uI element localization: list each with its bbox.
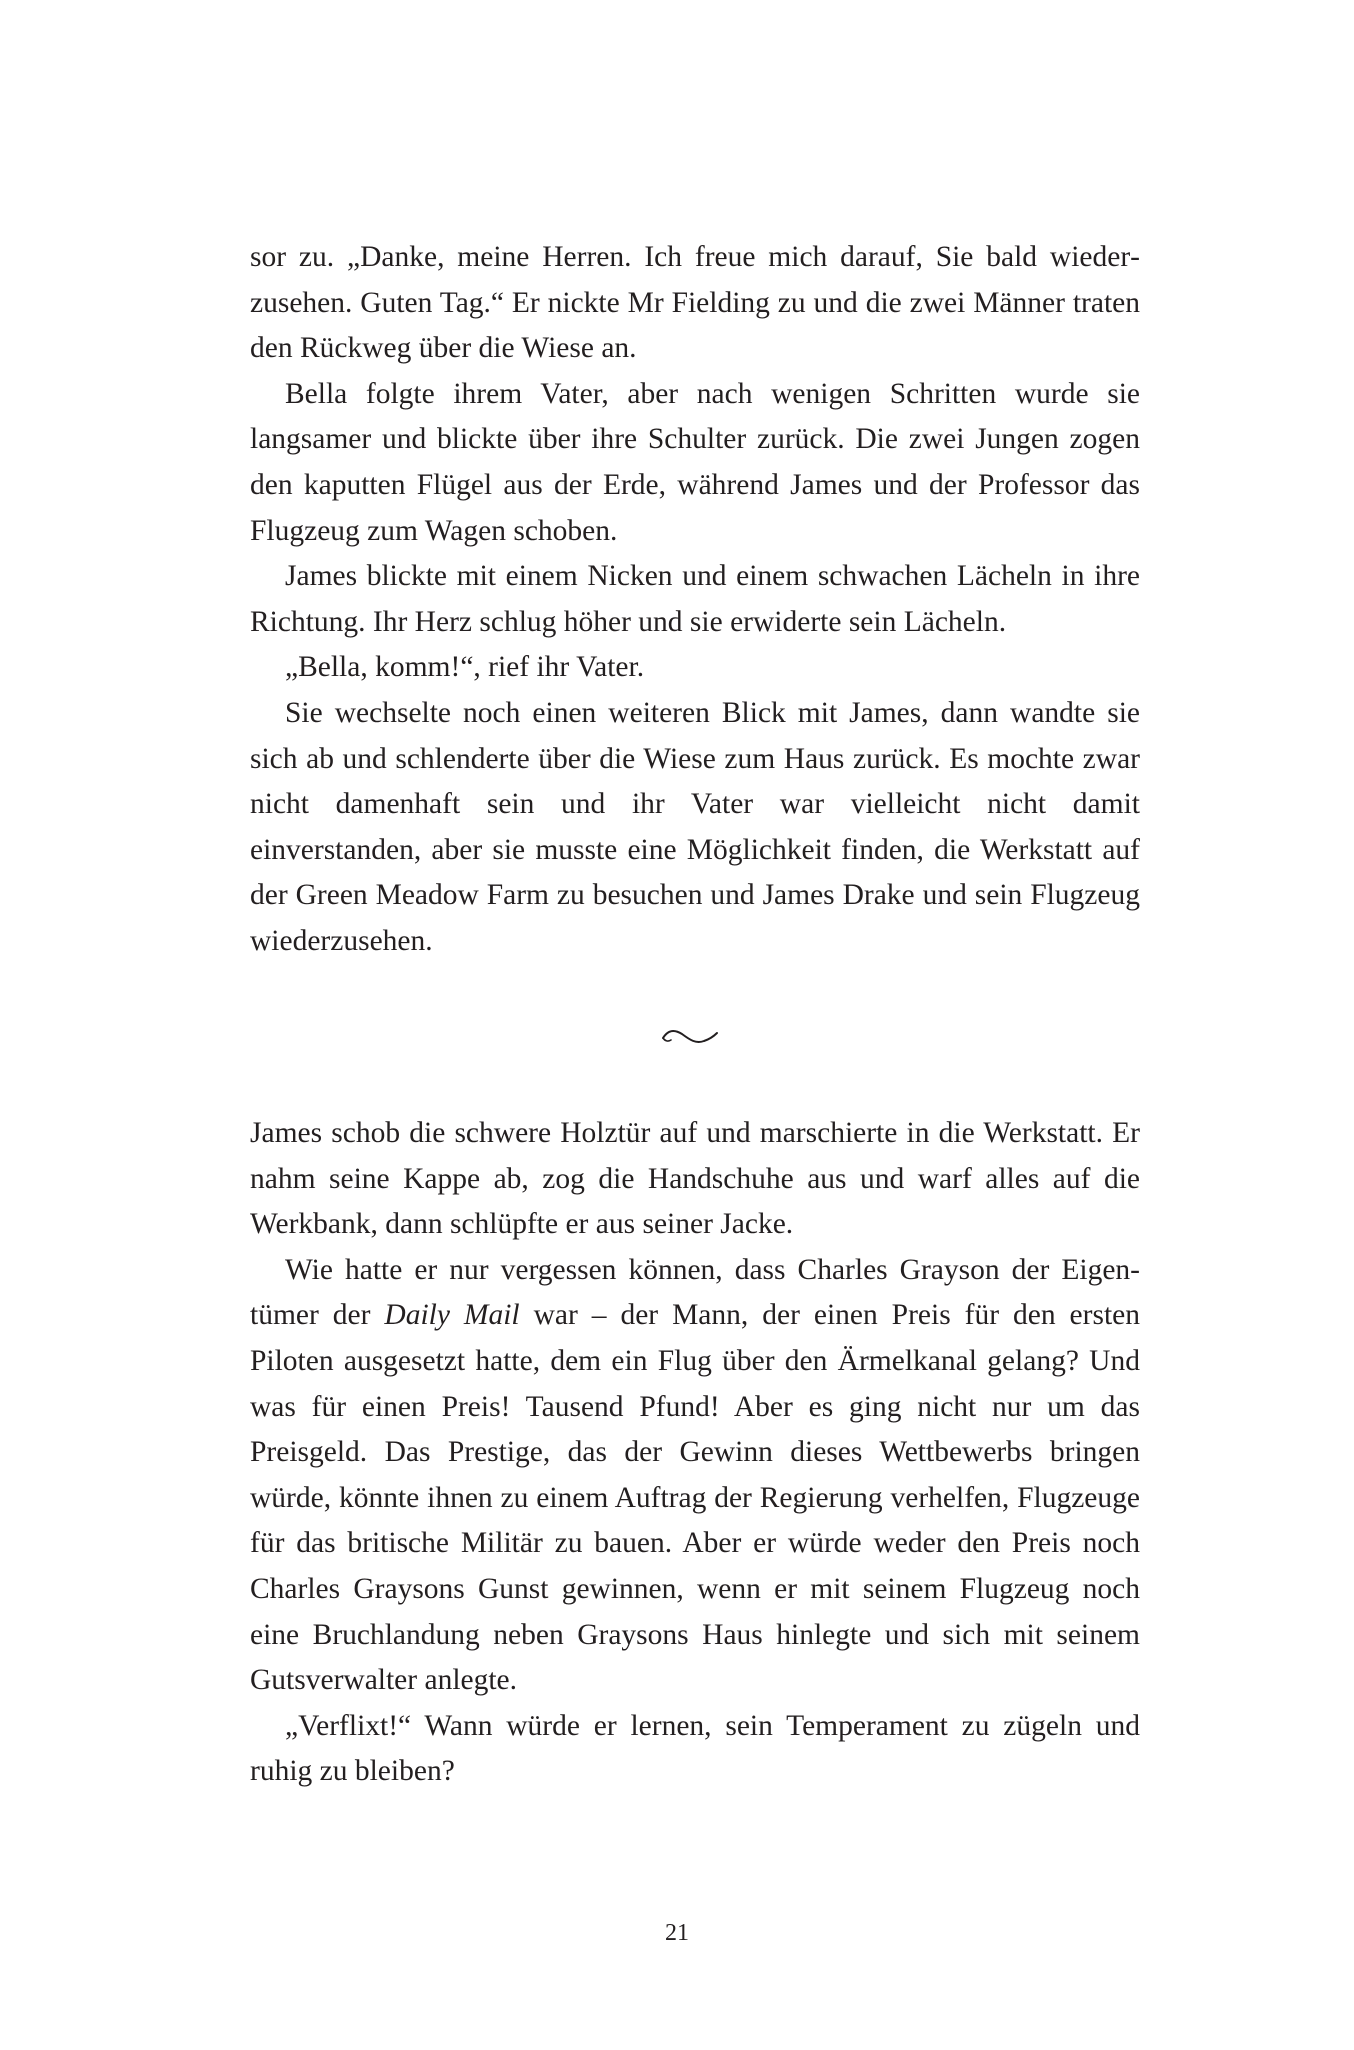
paragraph-grayson-prize <box>250 1248 1140 1704</box>
newspaper-title: Daily Mail <box>384 1299 520 1332</box>
paragraph-bella-komm: „Bella, komm!“, rief ihr Vater. <box>285 651 645 684</box>
text-section-2 <box>250 1111 1140 1795</box>
paragraph-bella-decision: Sie wechselte noch einen weiteren Blick mit James, dann wandte sie sich ab und schlenderte über die Wiese zum Haus zurück. Es mochte zwar nicht damenhaft sein und ihr Vater war vielleicht nicht damit einverstanden, aber sie musste eine Möglichkeit finden, die Werkstatt auf der Green Meadow Farm zu besuchen und James Drake und sein Flugzeug wiederzusehen. <box>250 696 1140 957</box>
paragraph-continuation: sor zu. „Danke, meine Herren. Ich freue mich darauf, Sie bald wiederzusehen. Guten Tag.“ Er nickte Mr Fielding zu und die zwei Männer traten den Rückweg über die Wiese an. <box>250 241 1140 365</box>
paragraph-verflixt: „Verflixt!“ Wann würde er lernen, sein Temperament zu zügeln und ruhig zu bleiben? <box>250 1709 1140 1788</box>
paragraph-james-workshop: James schob die schwere Holztür auf und marschierte in die Werkstatt. Er nahm seine Kappe ab, zog die Handschuhe aus und warf alles auf die Werkbank, dann schlüpfte er aus seiner Jacke. <box>250 1117 1140 1241</box>
tilde-ornament-icon <box>660 1024 720 1050</box>
page-number: 21 <box>665 1920 689 1946</box>
paragraph-text-before-italic: Wie hatte er nur vergessen können, dass Charles Grayson der Eigentümer der <box>250 1253 1140 1332</box>
paragraph-bella-follows: Bella folgte ihrem Vater, aber nach wenigen Schritten wurde sie langsamer und blickte über ihre Schulter zurück. Die zwei Jungen zogen den kaputten Flügel aus der Erde, während James und der Professor das Flugzeug zum Wagen schoben. <box>250 377 1140 547</box>
text-section-1 <box>250 235 1140 965</box>
paragraph-text-after-italic: war – der Mann, der einen Preis für den ersten Piloten ausgesetzt hatte, dem ein Flug über den Ärmelkanal gelang? Und was für einen Preis! Tausend Pfund! Aber es ging nicht nur um das Preisgeld. Das Prestige, das der Gewinn dieses Wettbewerbs bringen würde, könnte ihnen zu einem Auftrag der Regierung verhelfen, Flugzeuge für das britische Militär zu bauen. Aber er würde weder den Preis noch Charles Graysons Gunst gewinnen, wenn er mit seinem Flugzeug noch eine Bruchlandung neben Graysons Haus hinlegte und sich mit seinem Gutsverwalter anlegte. <box>250 1299 1140 1697</box>
paragraph-james-smile: James blickte mit einem Nicken und einem schwachen Lächeln in ihre Richtung. Ihr Herz schlug höher und sie erwiderte sein Lächeln. <box>250 560 1140 638</box>
